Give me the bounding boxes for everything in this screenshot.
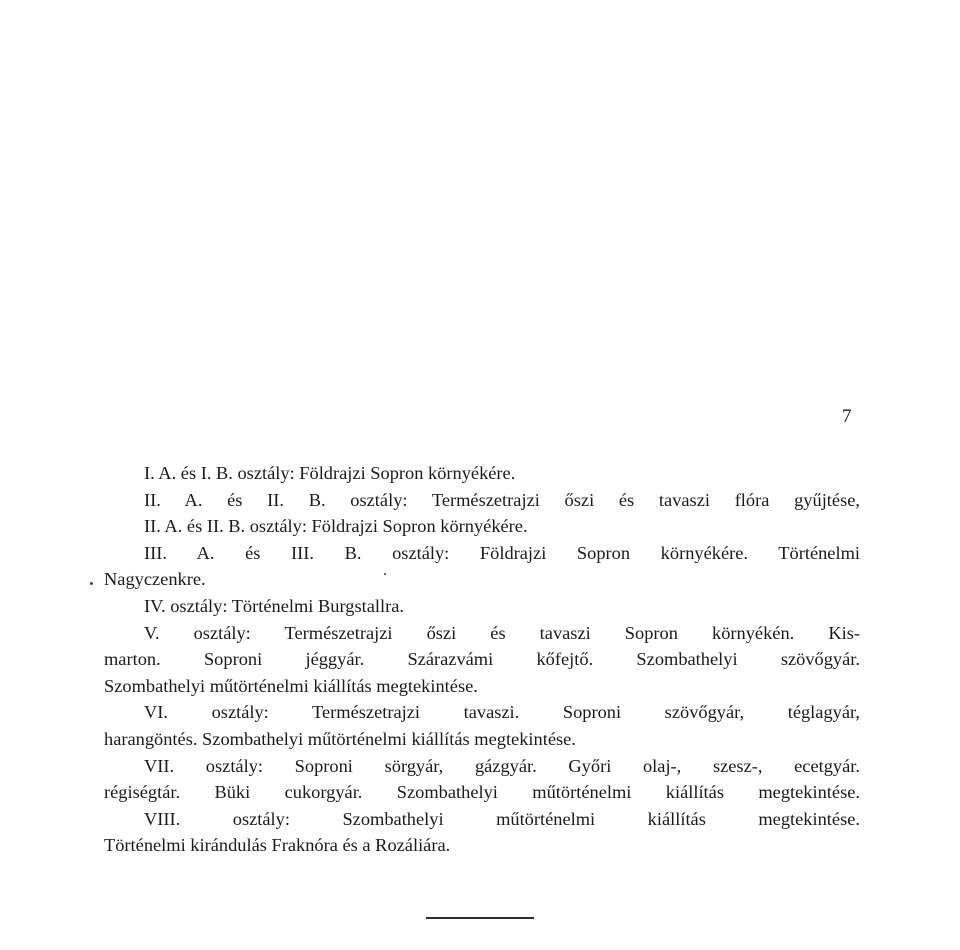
entry-line-6: IV. osztály: Történelmi Burgstallra. — [144, 595, 404, 616]
entry-line-7: V. osztály: Természetrajzi őszi és tavaszi Sopron környékén. Kis- — [144, 622, 860, 643]
print-speck — [384, 573, 386, 575]
entry-line-9: Szombathelyi műtörténelmi kiállítás megtekintése. — [104, 675, 478, 696]
entry-line-13: régiségtár. Büki cukorgyár. Szombathelyi műtörténelmi kiállítás megtekintése. — [104, 782, 860, 803]
page-number: 7 — [842, 406, 852, 427]
entry-line-8: marton. Soproni jéggyár. Szárazvámi kőfejtő. Szombathelyi szövőgyár. — [104, 649, 860, 670]
entry-line-1: I. A. és I. B. osztály: Földrajzi Sopron környékére. — [144, 463, 516, 483]
entry-line-15: Történelmi kirándulás Fraknóra és a Rozáliára. — [104, 835, 451, 856]
entry-line-2: II. A. és II. B. osztály: Természetrajzi őszi és tavaszi flóra gyűjtése, — [144, 489, 860, 510]
entry-line-12: VII. osztály: Soproni sörgyár, gázgyár. Győri olaj-, szesz-, ecetgyár. — [144, 755, 860, 776]
entry-line-4: III. A. és III. B. osztály: Földrajzi Sopron környékére. Történelmi — [144, 542, 860, 563]
entry-line-5: Nagyczenkre. — [104, 569, 206, 590]
entry-line-3: II. A. és II. B. osztály: Földrajzi Sopron környékére. — [144, 516, 528, 537]
entry-line-14: VIII. osztály: Szombathelyi műtörténelmi kiállítás megtekintése. — [144, 808, 860, 829]
entry-line-11: harangöntés. Szombathelyi műtörténelmi kiállítás megtekintése. — [104, 728, 576, 749]
entry-line-10: VI. osztály: Természetrajzi tavaszi. Soproni szövőgyár, téglagyár, — [144, 702, 860, 723]
footer-rule — [426, 917, 534, 919]
print-speck — [90, 582, 93, 585]
excursion-list — [104, 460, 860, 859]
